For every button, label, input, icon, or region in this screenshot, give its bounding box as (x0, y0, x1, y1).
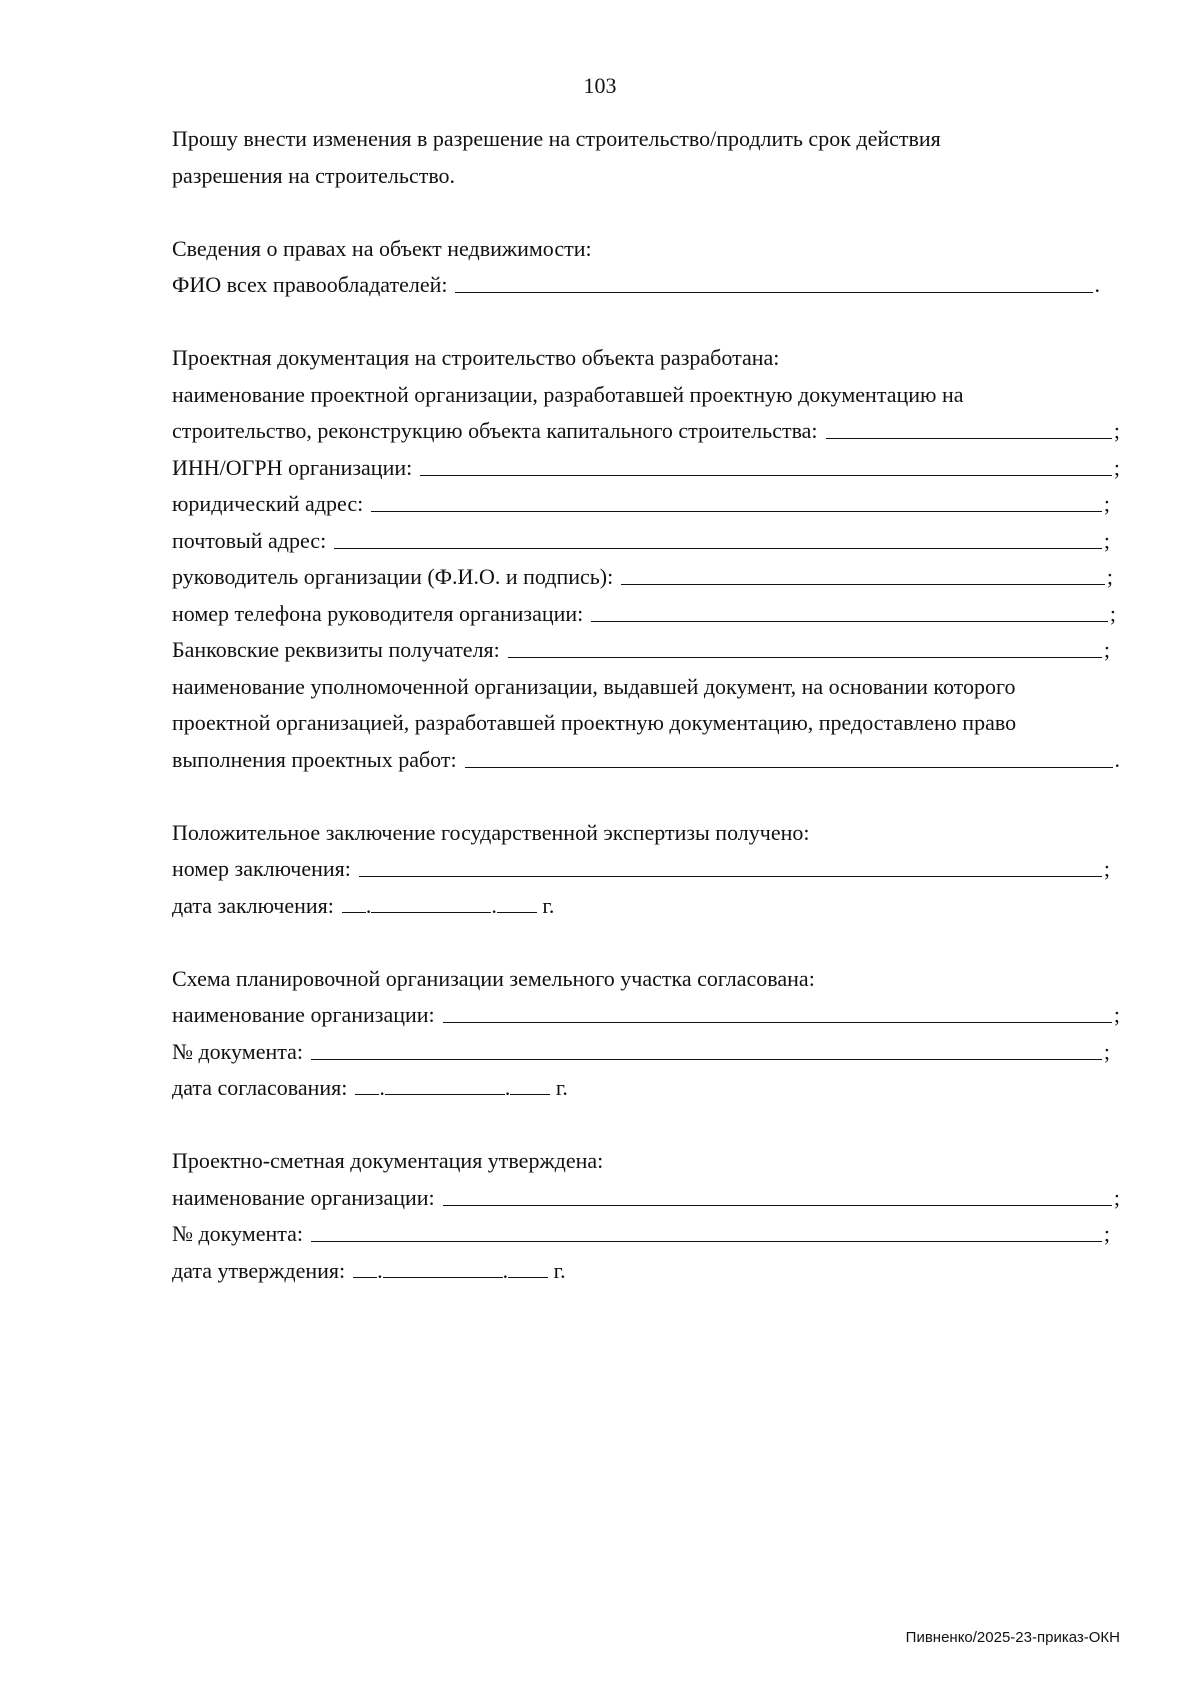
expertise-date-label: дата заключения: (172, 892, 334, 918)
bank-label: Банковские реквизиты получателя: (172, 637, 500, 662)
estimate-org-row (172, 1180, 1120, 1217)
owners-field[interactable] (455, 274, 1092, 293)
legal-address-field[interactable] (371, 493, 1102, 512)
scheme-heading (172, 961, 1120, 998)
scheme-date-label: дата согласования: (172, 1075, 348, 1100)
estimate-year-field[interactable] (508, 1257, 548, 1278)
semicolon: ; (1113, 1184, 1120, 1210)
semicolon: ; (1113, 1002, 1120, 1027)
estimate-org-field[interactable] (443, 1187, 1112, 1206)
document-footer: Пивненко/2025-23-приказ-ОКН (905, 1629, 1120, 1646)
scheme-org-field[interactable] (443, 1004, 1112, 1023)
design-heading (172, 340, 1120, 377)
director-label: руководитель организации (Ф.И.О. и подпись): (172, 564, 614, 589)
date-dot: . (491, 892, 497, 918)
scheme-doc-label: № документа: (172, 1038, 303, 1064)
date-dot: . (502, 1257, 509, 1283)
application-form (172, 121, 1120, 1289)
phone-row (172, 596, 1116, 633)
year-suffix: г. (555, 1075, 568, 1100)
estimate-heading (172, 1143, 1120, 1180)
scheme-heading-text: Схема планировочной организации земельного участка согласована: (172, 965, 815, 991)
authorized-field[interactable] (465, 749, 1113, 768)
inn-row (172, 450, 1120, 487)
owners-end: . (1094, 272, 1100, 297)
authorized-line-1 (172, 669, 1120, 706)
scheme-doc-row (172, 1034, 1110, 1071)
date-dot: . (365, 892, 372, 918)
expertise-heading (172, 815, 1120, 852)
director-row (172, 559, 1113, 596)
intro-line-1 (172, 121, 1120, 158)
expertise-number-row (172, 851, 1110, 888)
authorized-text-2: проектной организацией, разработавшей проектную документацию, предоставлено право (172, 710, 1017, 735)
section-gap (172, 778, 1120, 815)
estimate-org-label: наименование организации: (172, 1184, 435, 1210)
semicolon: ; (1113, 454, 1120, 480)
inn-field[interactable] (420, 457, 1112, 476)
section-gap (172, 304, 1120, 341)
postal-address-field[interactable] (334, 530, 1102, 549)
period: . (1114, 746, 1120, 772)
owners-label: ФИО всех правообладателей: (172, 272, 448, 297)
section-gap (172, 1107, 1120, 1144)
bank-row (172, 632, 1110, 669)
year-suffix: г. (542, 892, 555, 918)
estimate-doc-row (172, 1216, 1110, 1253)
director-field[interactable] (621, 566, 1105, 585)
estimate-month-field[interactable] (383, 1257, 503, 1278)
scheme-org-label: наименование организации: (172, 1002, 435, 1027)
estimate-heading-text: Проектно-сметная документация утверждена: (172, 1148, 604, 1173)
rights-heading (172, 231, 1120, 268)
postal-address-row (172, 523, 1110, 560)
design-org-name-line-1 (172, 377, 1120, 414)
scheme-month-field[interactable] (385, 1074, 505, 1095)
estimate-doc-field[interactable] (311, 1223, 1102, 1242)
scheme-day-field[interactable] (355, 1074, 379, 1095)
expertise-heading-text: Положительное заключение государственной экспертизы получено: (172, 819, 810, 845)
date-dot: . (377, 1257, 383, 1283)
authorized-line-2 (172, 705, 1120, 742)
page-number: 103 (583, 73, 617, 98)
design-org-name-row (172, 413, 1120, 450)
intro-line-2 (172, 158, 1120, 195)
phone-label: номер телефона руководителя организации: (172, 600, 584, 626)
expertise-number-field[interactable] (359, 858, 1102, 877)
semicolon: ; (1103, 1221, 1110, 1246)
semicolon: ; (1103, 527, 1110, 553)
expertise-number-label: номер заключения: (172, 856, 351, 881)
design-org-name-field[interactable] (826, 420, 1112, 439)
authorized-label: выполнения проектных работ: (172, 746, 457, 772)
design-org-name-text-1: наименование проектной организации, разработавшей проектную документацию на (172, 381, 964, 407)
intro-text-2: разрешения на строительство. (172, 162, 456, 188)
design-org-name-label: строительство, реконструкцию объекта капитального строительства: (172, 418, 818, 443)
bank-field[interactable] (508, 639, 1102, 658)
estimate-doc-label: № документа: (172, 1221, 303, 1246)
semicolon: ; (1109, 600, 1116, 626)
date-dot: . (379, 1075, 385, 1100)
scheme-year-field[interactable] (510, 1074, 550, 1095)
year-suffix: г. (553, 1257, 566, 1283)
owners-row (172, 267, 1100, 304)
rights-heading-text: Сведения о правах на объект недвижимости: (172, 235, 592, 261)
authorized-text-1: наименование уполномоченной организации, выдавшей документ, на основании которого (172, 673, 1016, 699)
semicolon: ; (1103, 856, 1110, 881)
inn-label: ИНН/ОГРН организации: (172, 454, 413, 480)
estimate-date-label: дата утверждения: (172, 1257, 346, 1283)
postal-address-label: почтовый адрес: (172, 527, 327, 553)
legal-address-label: юридический адрес: (172, 491, 364, 516)
semicolon: ; (1103, 1038, 1110, 1064)
expertise-year-field[interactable] (497, 892, 537, 913)
scheme-org-row (172, 997, 1120, 1034)
section-gap (172, 924, 1120, 961)
semicolon: ; (1103, 637, 1110, 662)
scheme-date-row (172, 1070, 1120, 1107)
semicolon: ; (1106, 564, 1113, 589)
phone-field[interactable] (591, 603, 1108, 622)
semicolon: ; (1113, 418, 1120, 443)
authorized-row (172, 742, 1120, 779)
scheme-doc-field[interactable] (311, 1041, 1102, 1060)
semicolon: ; (1103, 491, 1110, 516)
intro-text-1: Прошу внести изменения в разрешение на строительство/продлить срок действия (172, 126, 941, 151)
estimate-date-row (172, 1253, 1120, 1290)
date-dot: . (504, 1075, 511, 1100)
estimate-day-field[interactable] (353, 1257, 377, 1278)
design-heading-text: Проектная документация на строительство объекта разработана: (172, 345, 780, 370)
expertise-day-field[interactable] (342, 892, 366, 913)
legal-address-row (172, 486, 1110, 523)
expertise-date-row (172, 888, 1120, 925)
section-gap (172, 194, 1120, 231)
expertise-month-field[interactable] (371, 892, 491, 913)
